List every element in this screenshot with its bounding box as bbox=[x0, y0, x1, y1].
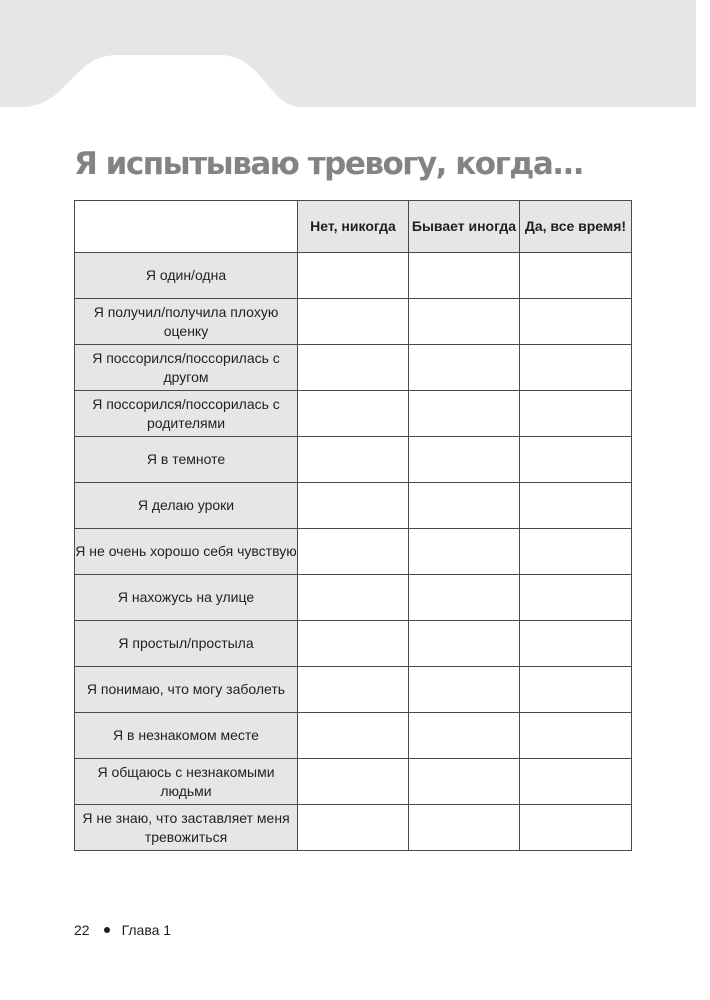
answer-cell-never[interactable] bbox=[298, 667, 409, 713]
table-row bbox=[75, 299, 632, 345]
answer-cell-sometimes[interactable] bbox=[409, 805, 520, 851]
table-row bbox=[75, 713, 632, 759]
table-row bbox=[75, 529, 632, 575]
answer-cell-always[interactable] bbox=[520, 575, 632, 621]
page-number: 22 bbox=[74, 922, 90, 938]
row-statement: Я получил/получила плохую оценку bbox=[75, 299, 298, 345]
answer-cell-sometimes[interactable] bbox=[409, 575, 520, 621]
row-statement: Я поссорился/поссорилась с родителями bbox=[75, 391, 298, 437]
row-statement: Я простыл/простыла bbox=[75, 621, 298, 667]
chapter-label: Глава 1 bbox=[121, 922, 172, 938]
table-row bbox=[75, 575, 632, 621]
answer-cell-always[interactable] bbox=[520, 529, 632, 575]
header-tab-band bbox=[0, 0, 696, 110]
row-statement: Я один/одна bbox=[75, 253, 298, 299]
row-statement: Я поссорился/поссорилась с другом bbox=[75, 345, 298, 391]
bullet-icon bbox=[104, 927, 110, 933]
answer-cell-always[interactable] bbox=[520, 253, 632, 299]
answer-cell-never[interactable] bbox=[298, 713, 409, 759]
answer-cell-sometimes[interactable] bbox=[409, 713, 520, 759]
answer-cell-never[interactable] bbox=[298, 437, 409, 483]
answer-cell-sometimes[interactable] bbox=[409, 759, 520, 805]
table-row bbox=[75, 253, 632, 299]
answer-cell-always[interactable] bbox=[520, 345, 632, 391]
table-row bbox=[75, 805, 632, 851]
row-statement: Я понимаю, что могу заболеть bbox=[75, 667, 298, 713]
answer-cell-always[interactable] bbox=[520, 759, 632, 805]
answer-cell-never[interactable] bbox=[298, 759, 409, 805]
column-header-always: Да, все время! bbox=[520, 201, 632, 253]
table-row bbox=[75, 759, 632, 805]
column-header-never: Нет, никогда bbox=[298, 201, 409, 253]
answer-cell-always[interactable] bbox=[520, 805, 632, 851]
row-statement: Я нахожусь на улице bbox=[75, 575, 298, 621]
answer-cell-always[interactable] bbox=[520, 483, 632, 529]
row-statement: Я общаюсь с незнакомыми людьми bbox=[75, 759, 298, 805]
answer-cell-never[interactable] bbox=[298, 483, 409, 529]
row-statement: Я в темноте bbox=[75, 437, 298, 483]
table-row bbox=[75, 437, 632, 483]
answer-cell-never[interactable] bbox=[298, 299, 409, 345]
answer-cell-never[interactable] bbox=[298, 805, 409, 851]
answer-cell-sometimes[interactable] bbox=[409, 621, 520, 667]
answer-cell-never[interactable] bbox=[298, 391, 409, 437]
row-statement: Я не очень хорошо себя чувствую bbox=[75, 529, 298, 575]
answer-cell-always[interactable] bbox=[520, 437, 632, 483]
answer-cell-sometimes[interactable] bbox=[409, 483, 520, 529]
page-title: Я испытываю тревогу, когда... bbox=[74, 146, 584, 182]
answer-cell-never[interactable] bbox=[298, 345, 409, 391]
answer-cell-sometimes[interactable] bbox=[409, 437, 520, 483]
row-statement: Я делаю уроки bbox=[75, 483, 298, 529]
table-corner bbox=[75, 201, 298, 253]
answer-cell-always[interactable] bbox=[520, 713, 632, 759]
answer-cell-always[interactable] bbox=[520, 299, 632, 345]
row-statement: Я в незнакомом месте bbox=[75, 713, 298, 759]
row-statement: Я не знаю, что заставляет меня тревожиться bbox=[75, 805, 298, 851]
answer-cell-always[interactable] bbox=[520, 391, 632, 437]
answer-cell-sometimes[interactable] bbox=[409, 345, 520, 391]
answer-cell-sometimes[interactable] bbox=[409, 667, 520, 713]
answer-cell-sometimes[interactable] bbox=[409, 529, 520, 575]
answer-cell-never[interactable] bbox=[298, 529, 409, 575]
answer-cell-always[interactable] bbox=[520, 621, 632, 667]
answer-cell-never[interactable] bbox=[298, 621, 409, 667]
answer-cell-sometimes[interactable] bbox=[409, 391, 520, 437]
anxiety-survey-table bbox=[74, 200, 632, 851]
table-row bbox=[75, 483, 632, 529]
answer-cell-never[interactable] bbox=[298, 575, 409, 621]
table-row bbox=[75, 345, 632, 391]
table-row bbox=[75, 621, 632, 667]
answer-cell-sometimes[interactable] bbox=[409, 253, 520, 299]
table-header-row bbox=[75, 201, 632, 253]
page-footer bbox=[74, 922, 171, 938]
table-row bbox=[75, 391, 632, 437]
table-row bbox=[75, 667, 632, 713]
answer-cell-never[interactable] bbox=[298, 253, 409, 299]
answer-cell-always[interactable] bbox=[520, 667, 632, 713]
column-header-sometimes: Бывает иногда bbox=[409, 201, 520, 253]
answer-cell-sometimes[interactable] bbox=[409, 299, 520, 345]
